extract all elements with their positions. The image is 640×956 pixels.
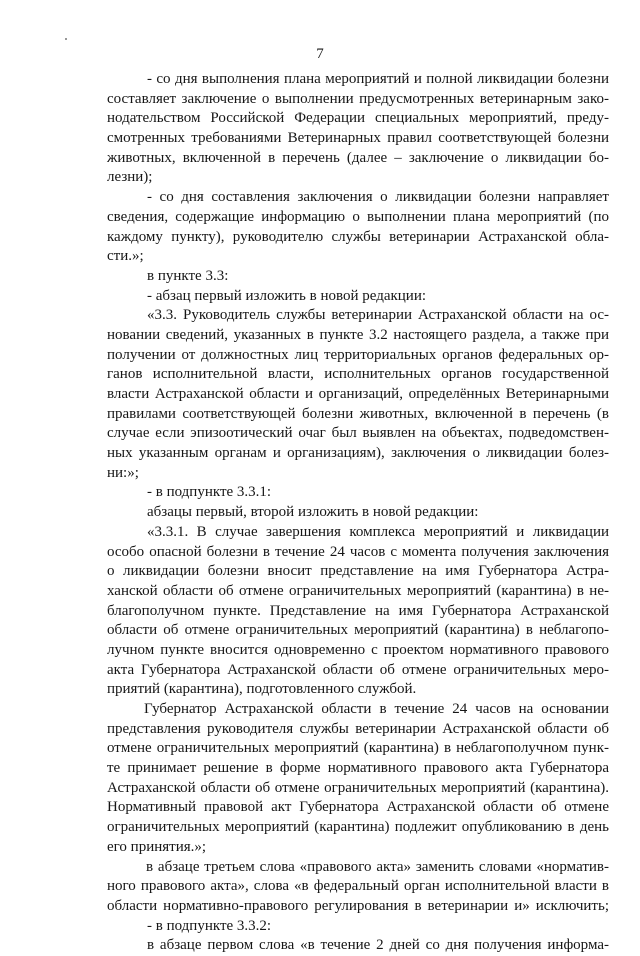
text-line: ни:»; bbox=[107, 464, 139, 481]
text-line: сведения, содержащие информацию о выполнении плана мероприятий (по bbox=[107, 208, 609, 225]
text-line: - со дня составления заключения о ликвидации болезни направляет bbox=[147, 189, 609, 206]
text-line: «3.3.1. В случае завершения комплекса мероприятий и ликвидации bbox=[147, 523, 609, 540]
text-line: области нормативно-правового регулирования в ветеринарии и» исключить; bbox=[107, 897, 609, 914]
text-line: власти Астраханской области и организаций, определённых Ветеринарными bbox=[107, 386, 609, 402]
text-line: благополучном пункте. Представление на имя Губернатора Астраханской bbox=[107, 602, 609, 619]
text-line: ных указанным органам и организациям), заключения о ликвидации болез- bbox=[107, 445, 609, 462]
document-body bbox=[107, 70, 609, 956]
text-line: сти.»; bbox=[107, 248, 144, 265]
text-line: в абзаце первом слова «в течение 2 дней со дня получения информа- bbox=[147, 937, 609, 954]
text-line: - абзац первый изложить в новой редакции: bbox=[147, 287, 427, 304]
scan-speck bbox=[65, 38, 67, 40]
text-line: правилами соответствующей болезни животных, включенной в перечень (в bbox=[107, 405, 609, 422]
text-line: новании сведений, указанных в пункте 3.2 настоящего раздела, а также при bbox=[107, 326, 609, 343]
text-line: о ликвидации болезни вносит представление на имя Губернатора Астра- bbox=[107, 563, 609, 580]
text-line: каждому пункту), руководителю службы ветеринарии Астраханской обла- bbox=[107, 228, 609, 245]
text-line: составляет заключение о выполнении предусмотренных ветеринарным зако- bbox=[107, 90, 609, 107]
text-line: Губернатор Астраханской области в течение 24 часов на основании bbox=[144, 701, 609, 717]
text-line: области об отмене ограничительных мероприятий (карантина) в неблагопо- bbox=[107, 622, 609, 639]
text-line: в абзаце третьем слова «правового акта» заменить словами «норматив- bbox=[146, 858, 609, 875]
text-line: ганов исполнительной власти, исполнительных органов государственной bbox=[107, 366, 609, 383]
text-line: приятий (карантина), подготовленного службой. bbox=[107, 681, 417, 698]
text-line: Нормативный правовой акт Губернатора Астраханской области об отмене bbox=[107, 799, 609, 816]
text-line: случае если эпизоотический очаг был выявлен на объектах, подведомствен- bbox=[107, 425, 609, 442]
text-line: ограничительных мероприятий (карантина) подлежит опубликованию в день bbox=[107, 819, 609, 836]
text-line: смотренных требованиями Ветеринарных правил соответствующей болезни bbox=[107, 130, 609, 147]
text-line: акта Губернатора Астраханской области об отмене ограничительных меро- bbox=[107, 661, 609, 678]
text-line: - со дня выполнения плана мероприятий и полной ликвидации болезни bbox=[147, 71, 609, 87]
text-line: отмене ограничительных мероприятий (карантина) в неблагополучном пунк- bbox=[107, 740, 609, 757]
text-line: те принимает решение в форме нормативного правового акта Губернатора bbox=[107, 760, 609, 777]
text-line: - в подпункте 3.3.2: bbox=[147, 917, 272, 934]
text-line: Астраханской области об отмене ограничительных мероприятий (карантина). bbox=[107, 779, 609, 796]
text-line: «3.3. Руководитель службы ветеринарии Астраханской области на ос- bbox=[147, 307, 609, 324]
text-line: абзацы первый, второй изложить в новой редакции: bbox=[147, 504, 479, 521]
text-line: особо опасной болезни в течение 24 часов с момента получения заключения bbox=[107, 543, 609, 560]
text-line: представления руководителя службы ветеринарии Астраханской области об bbox=[107, 720, 609, 737]
page-number: 7 bbox=[316, 46, 324, 62]
text-line: лучном пункте вносится одновременно с проектом нормативного правового bbox=[107, 641, 609, 658]
text-line: ханской области об отмене ограничительных мероприятий (карантина) в не- bbox=[107, 582, 609, 599]
text-line: его принятия.»; bbox=[107, 838, 207, 855]
text-line: лезни); bbox=[107, 169, 153, 186]
text-line: получении от должностных лиц территориальных органов федеральных ор- bbox=[107, 346, 609, 363]
text-line: в пункте 3.3: bbox=[147, 267, 229, 284]
text-line: ного правового акта», слова «в федеральный орган исполнительной власти в bbox=[107, 878, 609, 895]
text-line: нодательством Российской Федерации специальных мероприятий, преду- bbox=[107, 110, 609, 127]
text-line: - в подпункте 3.3.1: bbox=[147, 484, 272, 501]
text-line: животных, включенной в перечень (далее – заключение о ликвидации бо- bbox=[107, 149, 609, 166]
